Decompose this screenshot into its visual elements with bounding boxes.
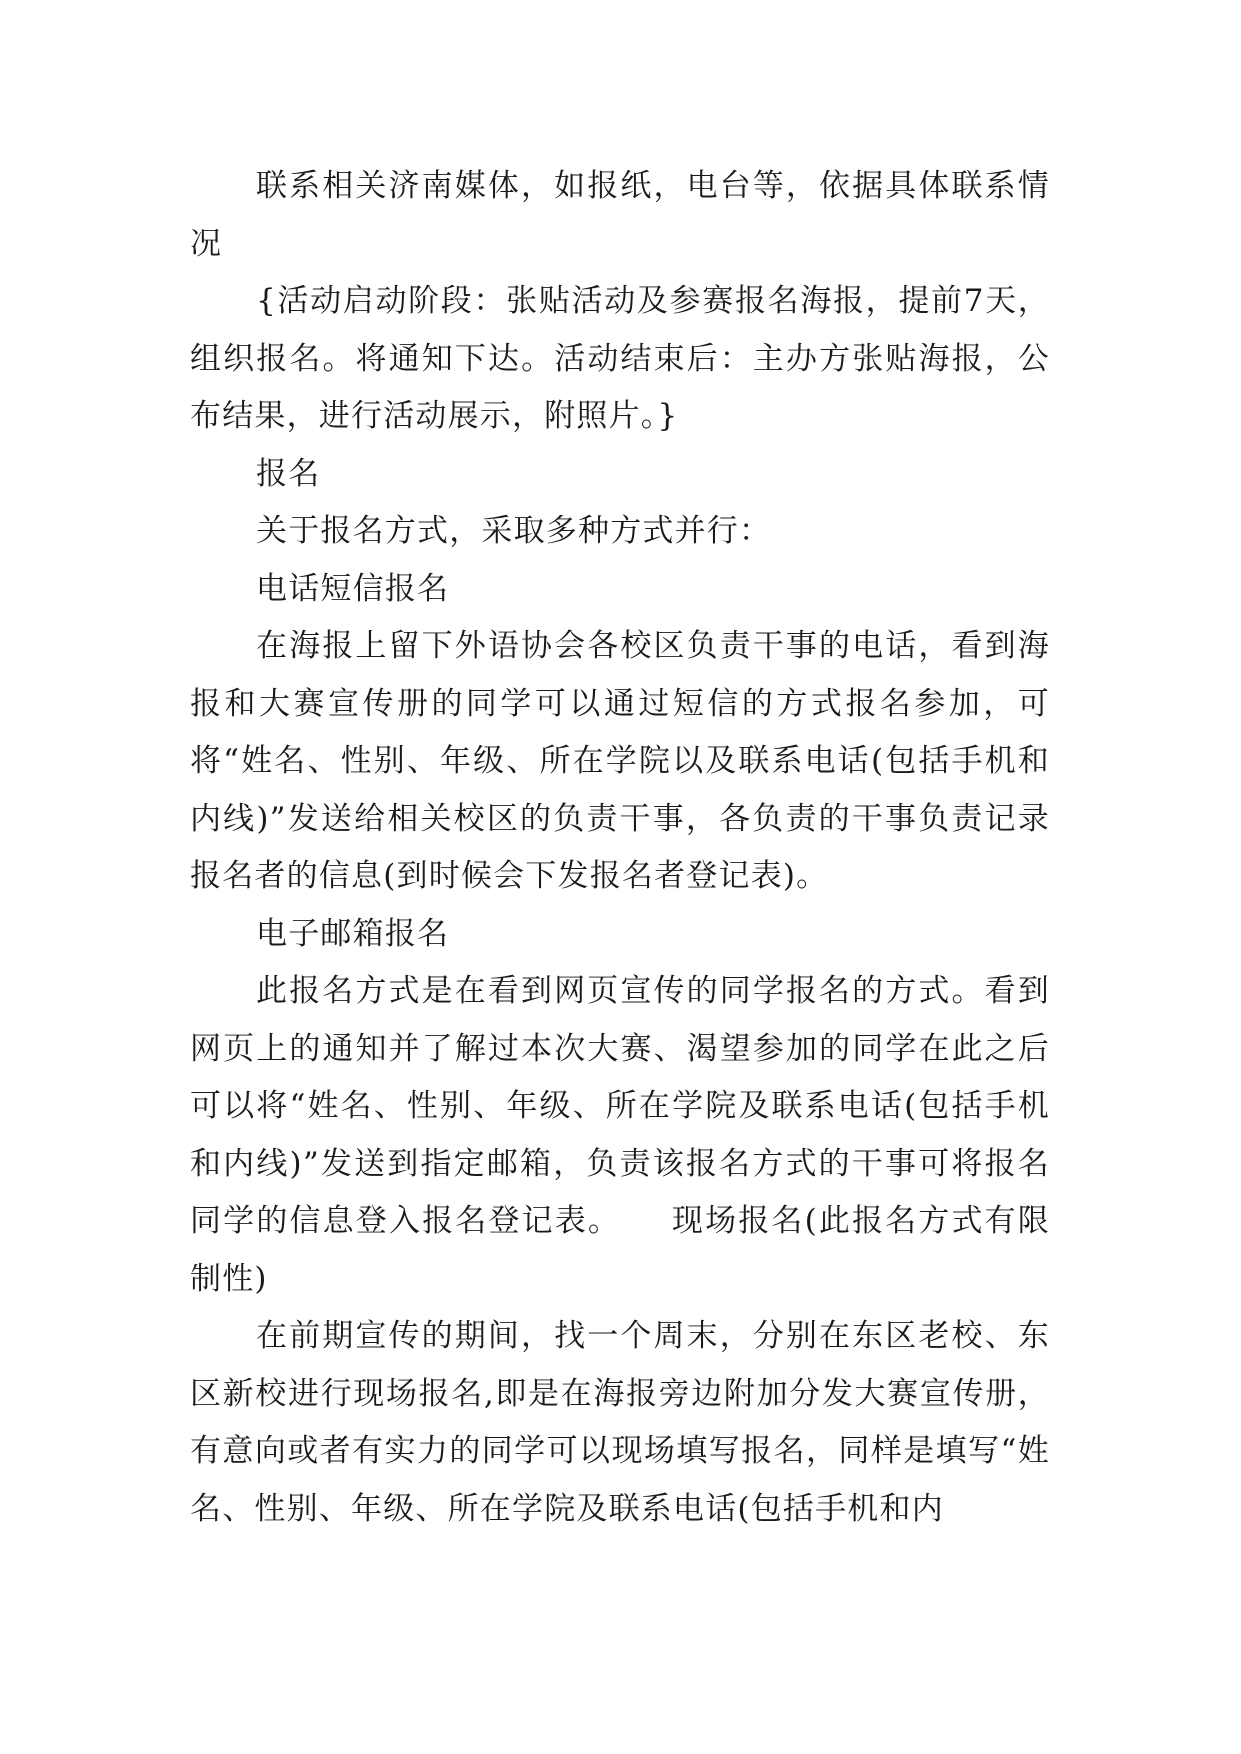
paragraph-email-details: 此报名方式是在看到网页宣传的同学报名的方式。看到网页上的通知并了解过本次大赛、渴望参加的同学在此之后可以将“姓名、性别、年级、所在学院及联系电话(包括手机和内线)”发送到指定邮箱，负责该报名方式的干事可将报名同学的信息登入报名登记表。 现场报名(此报名方式有限制性) (190, 973, 1050, 1297)
paragraph-registration-methods: 关于报名方式，采取多种方式并行： (256, 513, 772, 549)
paragraph-media-contact: 联系相关济南媒体，如报纸，电台等，依据具体联系情况 (190, 168, 1050, 262)
paragraph-onsite-registration: 在前期宣传的期间，找一个周末，分别在东区老校、东区新校进行现场报名,即是在海报旁边附加分发大赛宣传册，有意向或者有实力的同学可以现场填写报名，同样是填写“姓名、性别、年级、所在学院及联系电话(包括手机和内 (190, 1318, 1050, 1527)
heading-phone-sms-registration: 电话短信报名 (256, 570, 450, 607)
paragraph-phone-sms-details: 在海报上留下外语协会各校区负责干事的电话，看到海报和大赛宣传册的同学可以通过短信的方式报名参加，可将“姓名、性别、年级、所在学院以及联系电话(包括手机和内线)”发送给相关校区的负责干事，各负责的干事负责记录报名者的信息(到时候会下发报名者登记表)。 (190, 628, 1050, 894)
document-body (190, 158, 1050, 1538)
heading-registration: 报名 (256, 455, 321, 492)
paragraph-activity-stages: {活动启动阶段：张贴活动及参赛报名海报，提前7天，组织报名。将通知下达。活动结束后：主办方张贴海报，公布结果，进行活动展示，附照片。} (190, 283, 1050, 434)
heading-email-registration: 电子邮箱报名 (256, 915, 450, 952)
